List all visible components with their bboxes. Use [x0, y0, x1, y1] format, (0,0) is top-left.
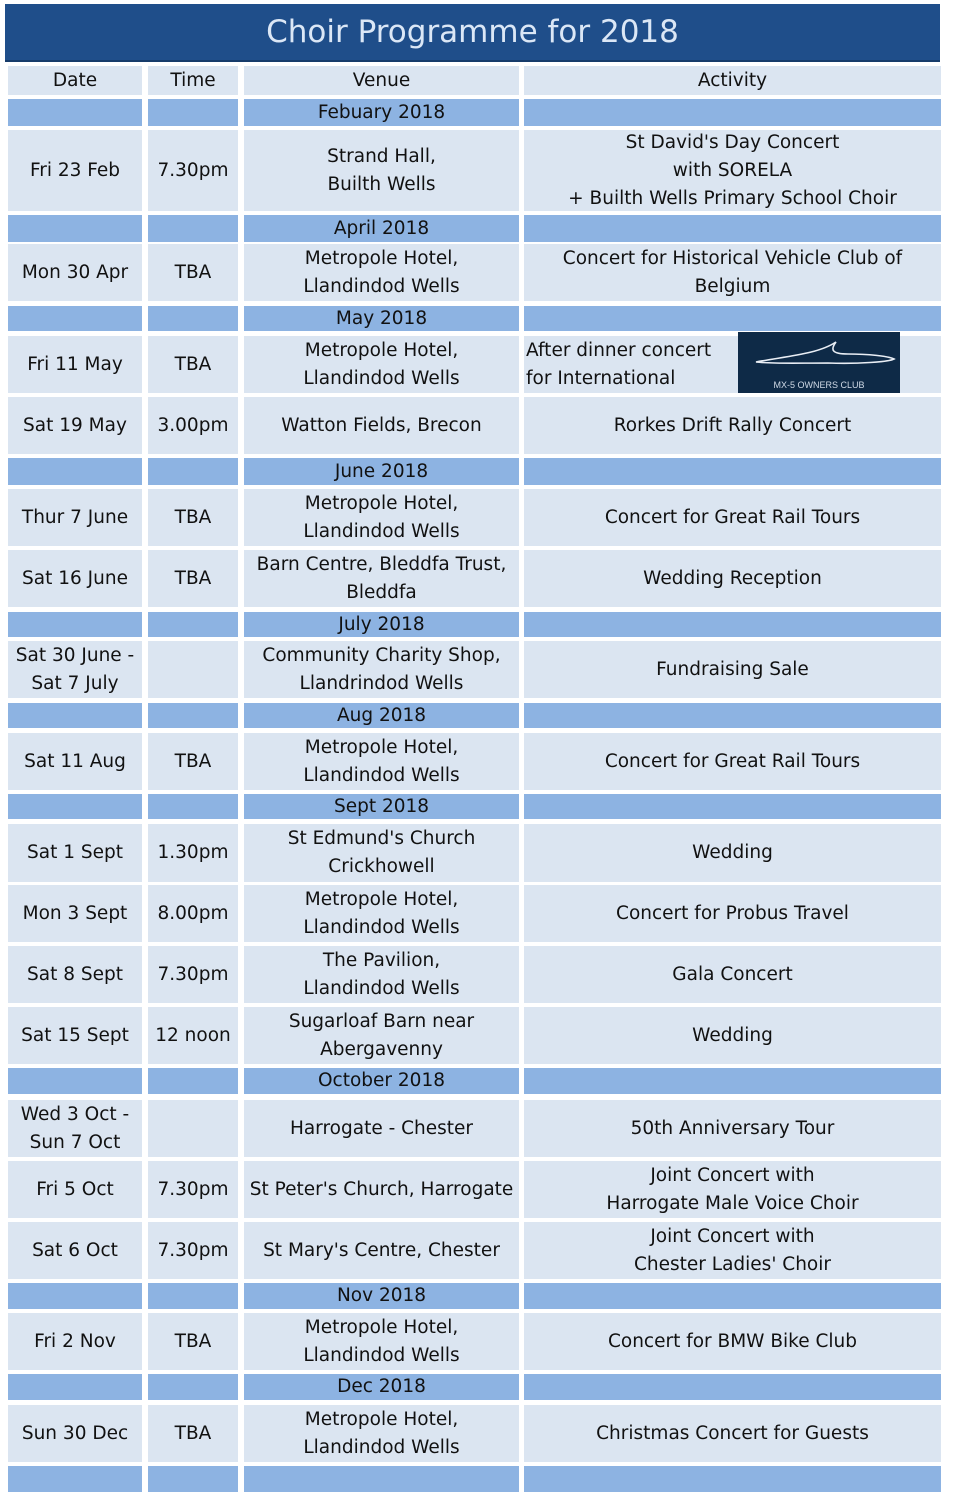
table-header — [0, 66, 953, 95]
month-label: June 2018 — [244, 458, 519, 485]
cell-venue: Metropole Hotel, Llandindod Wells — [244, 1405, 519, 1462]
cell-date: Mon 3 Sept — [8, 885, 142, 942]
month-label: Sept 2018 — [244, 794, 519, 819]
table-row — [0, 130, 953, 211]
cell-date: Fri 2 Nov — [8, 1313, 142, 1370]
cell-venue: St Mary's Centre, Chester — [244, 1222, 519, 1279]
cell-date: Wed 3 Oct - Sun 7 Oct — [8, 1100, 142, 1157]
month-spacer-cell — [8, 703, 142, 728]
table-row — [0, 1007, 953, 1064]
cell-activity: Wedding — [524, 1007, 941, 1064]
month-spacer-cell — [148, 703, 238, 728]
cell-time: 3.00pm — [148, 397, 238, 454]
cell-venue: St Edmund's Church Crickhowell — [244, 824, 519, 882]
cell-activity: Concert for Probus Travel — [524, 885, 941, 942]
header-date: Date — [8, 66, 142, 95]
month-spacer-cell — [148, 306, 238, 331]
month-spacer-cell — [8, 306, 142, 331]
cell-venue: Metropole Hotel, Llandindod Wells — [244, 1313, 519, 1370]
month-spacer-cell — [8, 794, 142, 819]
cell-time: TBA — [148, 1313, 238, 1370]
cell-time: TBA — [148, 1405, 238, 1462]
month-spacer-cell — [8, 1283, 142, 1309]
month-row — [0, 306, 953, 331]
month-row — [0, 1068, 953, 1094]
table-row — [0, 641, 953, 698]
month-row — [0, 1283, 953, 1309]
cell-venue: Community Charity Shop, Llandrindod Wells — [244, 641, 519, 698]
cell-time — [148, 1100, 238, 1157]
cell-venue: Metropole Hotel, Llandindod Wells — [244, 733, 519, 790]
cell-date: Fri 23 Feb — [8, 130, 142, 211]
cell-date: Sat 15 Sept — [8, 1007, 142, 1064]
month-spacer-cell — [8, 1466, 142, 1492]
month-spacer-cell — [8, 612, 142, 637]
cell-date: Sat 19 May — [8, 397, 142, 454]
month-spacer-cell — [148, 458, 238, 485]
cell-date: Sat 16 June — [8, 550, 142, 607]
cell-venue: Metropole Hotel, Llandindod Wells — [244, 489, 519, 546]
cell-activity: Christmas Concert for Guests — [524, 1405, 941, 1462]
table-row — [0, 824, 953, 882]
month-spacer-cell — [524, 215, 941, 242]
table-row — [0, 1313, 953, 1370]
cell-venue: Barn Centre, Bleddfa Trust, Bleddfa — [244, 550, 519, 607]
table-row — [0, 733, 953, 790]
month-spacer-cell — [148, 215, 238, 242]
month-label: May 2018 — [244, 306, 519, 331]
cell-venue: Harrogate - Chester — [244, 1100, 519, 1157]
table-row — [0, 397, 953, 454]
cell-activity: Fundraising Sale — [524, 641, 941, 698]
page-title: Choir Programme for 2018 — [5, 4, 940, 62]
cell-time: 12 noon — [148, 1007, 238, 1064]
table-row — [0, 946, 953, 1003]
month-spacer-cell — [8, 1374, 142, 1400]
month-spacer-cell — [148, 1466, 238, 1492]
table-row — [0, 1100, 953, 1157]
cell-venue: Watton Fields, Brecon — [244, 397, 519, 454]
month-label: April 2018 — [244, 215, 519, 242]
cell-venue: Metropole Hotel, Llandindod Wells — [244, 336, 519, 393]
table-row — [0, 1161, 953, 1218]
month-label: Dec 2018 — [244, 1374, 519, 1400]
month-spacer-cell — [524, 1374, 941, 1400]
month-spacer-cell — [148, 99, 238, 126]
month-spacer-cell — [148, 1283, 238, 1309]
month-spacer-cell — [524, 458, 941, 485]
month-spacer-cell — [524, 306, 941, 331]
month-label: Aug 2018 — [244, 703, 519, 728]
cell-activity: St David's Day Concert with SORELA + Builth Wells Primary School Choir — [524, 130, 941, 211]
header-activity: Activity — [524, 66, 941, 95]
logo-text: MX-5 OWNERS CLUB — [773, 380, 865, 390]
table-row — [0, 244, 953, 301]
month-spacer-cell — [148, 612, 238, 637]
cell-activity: Concert for Great Rail Tours — [524, 733, 941, 790]
month-spacer-cell — [524, 612, 941, 637]
month-row — [0, 99, 953, 126]
cell-venue: Metropole Hotel, Llandindod Wells — [244, 244, 519, 301]
month-spacer-cell — [148, 794, 238, 819]
cell-activity: Wedding — [524, 824, 941, 882]
cell-time: TBA — [148, 733, 238, 790]
table-row — [0, 1405, 953, 1462]
month-label: Febuary 2018 — [244, 99, 519, 126]
cell-activity: Concert for BMW Bike Club — [524, 1313, 941, 1370]
month-spacer-cell — [524, 794, 941, 819]
cell-venue: Sugarloaf Barn near Abergavenny — [244, 1007, 519, 1064]
cell-time: 7.30pm — [148, 946, 238, 1003]
cell-date: Sat 6 Oct — [8, 1222, 142, 1279]
cell-date: Fri 11 May — [8, 336, 142, 393]
month-spacer-cell — [524, 1466, 941, 1492]
month-spacer-cell — [148, 1068, 238, 1094]
month-label: Nov 2018 — [244, 1283, 519, 1309]
cell-date: Fri 5 Oct — [8, 1161, 142, 1218]
cell-time: TBA — [148, 244, 238, 301]
cell-time: 8.00pm — [148, 885, 238, 942]
cell-activity: Gala Concert — [524, 946, 941, 1003]
month-spacer-cell — [524, 703, 941, 728]
month-row — [0, 1374, 953, 1400]
cell-date: Sat 8 Sept — [8, 946, 142, 1003]
month-spacer-cell — [524, 1283, 941, 1309]
cell-date: Sun 30 Dec — [8, 1405, 142, 1462]
month-row — [0, 794, 953, 819]
cell-activity: After dinner concert for International — [524, 336, 941, 393]
month-spacer-cell — [8, 215, 142, 242]
cell-time: 7.30pm — [148, 1222, 238, 1279]
cell-activity: Concert for Historical Vehicle Club of Belgium — [524, 244, 941, 301]
cell-activity: Rorkes Drift Rally Concert — [524, 397, 941, 454]
cell-activity: Joint Concert with Chester Ladies' Choir — [524, 1222, 941, 1279]
table-row — [0, 550, 953, 607]
header-venue: Venue — [244, 66, 519, 95]
cell-time: TBA — [148, 336, 238, 393]
cell-activity: Joint Concert with Harrogate Male Voice Choir — [524, 1161, 941, 1218]
month-row — [0, 215, 953, 242]
cell-time: TBA — [148, 550, 238, 607]
month-spacer-cell — [8, 99, 142, 126]
cell-time: 1.30pm — [148, 824, 238, 882]
car-silhouette-icon — [738, 332, 900, 380]
month-row — [0, 612, 953, 637]
month-spacer-cell — [8, 1068, 142, 1094]
cell-time: 7.30pm — [148, 130, 238, 211]
cell-date: Sat 11 Aug — [8, 733, 142, 790]
month-label: October 2018 — [244, 1068, 519, 1094]
cell-venue: St Peter's Church, Harrogate — [244, 1161, 519, 1218]
month-row — [0, 458, 953, 485]
mx5-owners-club-logo — [738, 332, 900, 393]
month-label — [244, 1466, 519, 1492]
month-spacer-cell — [524, 1068, 941, 1094]
cell-time: 7.30pm — [148, 1161, 238, 1218]
table-row — [0, 489, 953, 546]
cell-date: Sat 30 June - Sat 7 July — [8, 641, 142, 698]
cell-date: Mon 30 Apr — [8, 244, 142, 301]
cell-activity: Wedding Reception — [524, 550, 941, 607]
cell-time — [148, 641, 238, 698]
table-row — [0, 885, 953, 942]
month-label: July 2018 — [244, 612, 519, 637]
cell-activity: Concert for Great Rail Tours — [524, 489, 941, 546]
header-time: Time — [148, 66, 238, 95]
month-row — [0, 703, 953, 728]
month-spacer-cell — [148, 1374, 238, 1400]
cell-date: Thur 7 June — [8, 489, 142, 546]
table-row — [0, 1222, 953, 1279]
month-spacer-cell — [524, 99, 941, 126]
month-spacer-cell — [8, 458, 142, 485]
cell-time: TBA — [148, 489, 238, 546]
cell-venue: The Pavilion, Llandindod Wells — [244, 946, 519, 1003]
cell-venue: Metropole Hotel, Llandindod Wells — [244, 885, 519, 942]
month-row — [0, 1466, 953, 1492]
cell-venue: Strand Hall, Builth Wells — [244, 130, 519, 211]
cell-date: Sat 1 Sept — [8, 824, 142, 882]
cell-activity: 50th Anniversary Tour — [524, 1100, 941, 1157]
